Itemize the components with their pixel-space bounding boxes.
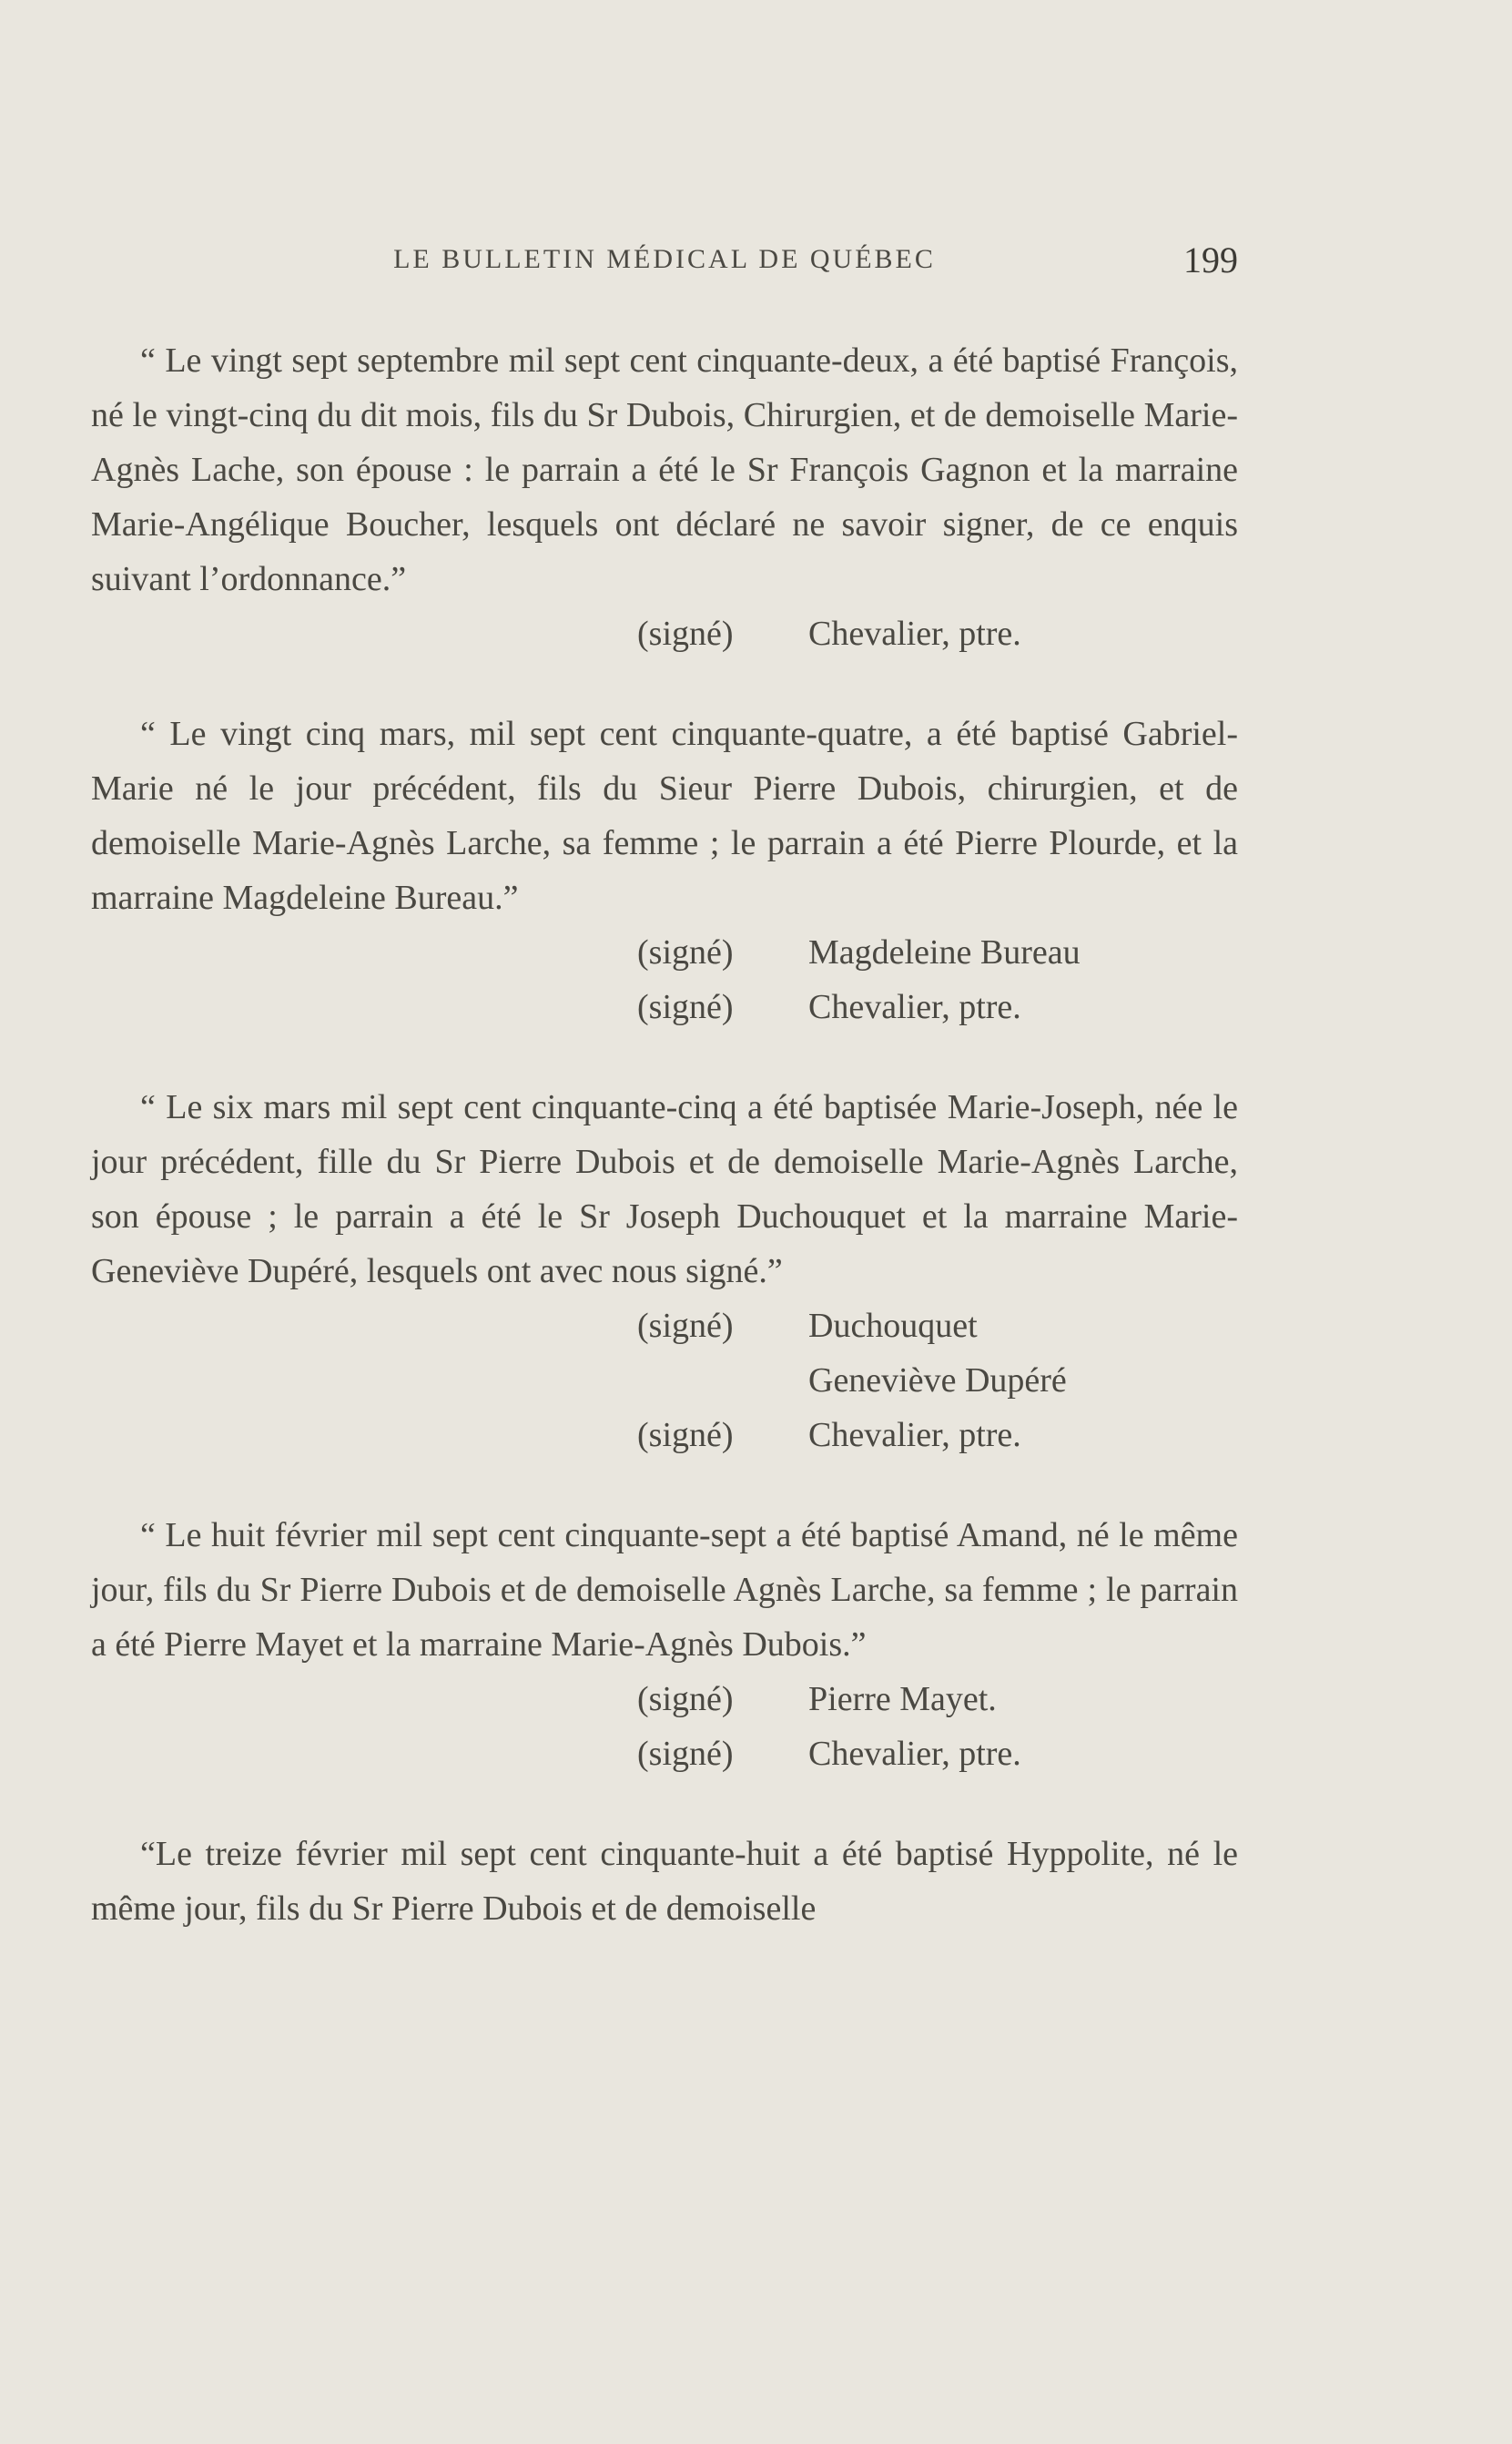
signature-name: Pierre Mayet. — [808, 1680, 997, 1718]
signature-tag: (signé) — [637, 1307, 734, 1345]
signature-name: Chevalier, ptre. — [808, 615, 1021, 653]
baptism-entry-francois: “ Le vingt sept septembre mil sept cent cinquante-deux, a été baptisé François, né le vingt-cinq du dit mois, fils du Sr Dubois, Chirurgien, et de demoiselle Marie-Agnès Lache, son épouse : le parrain a été le Sr François Gagnon et la marraine Marie-Angélique Boucher, lesquels ont déclaré ne savoir signer, de ce enquis suivant l’ordonnance.” — [91, 341, 1238, 598]
signature-line — [91, 1408, 1238, 1462]
baptism-entry-hyppolite: “Le treize février mil sept cent cinquante-huit a été baptisé Hyppolite, né le même jour, fils du Sr Pierre Dubois et de demoiselle — [91, 1835, 1238, 1928]
running-head: LE BULLETIN MÉDICAL DE QUÉBEC — [393, 244, 936, 274]
signature-tag: (signé) — [637, 1680, 734, 1718]
baptism-entry-amand: “ Le huit février mil sept cent cinquante-sept a été baptisé Amand, né le même jour, fils du Sr Pierre Dubois et de demoiselle Agnès Larche, sa femme ; le parrain a été Pierre Mayet et la marraine Marie-Agnès Dubois.” — [91, 1516, 1238, 1664]
page-number: 199 — [1183, 239, 1238, 280]
signature-name: Geneviève Dupéré — [808, 1361, 1067, 1400]
signature-name: Chevalier, ptre. — [808, 1735, 1021, 1773]
body-text — [91, 333, 1238, 1936]
signature-line — [91, 925, 1238, 980]
signature-line — [91, 980, 1238, 1034]
signature-tag: (signé) — [637, 1416, 734, 1454]
signature-line — [91, 1298, 1238, 1353]
signature-tag: (signé) — [637, 1735, 734, 1773]
signature-line — [91, 1672, 1238, 1726]
signature-tag: (signé) — [637, 988, 734, 1026]
signature-line — [91, 606, 1238, 661]
signature-tag: (signé) — [637, 933, 734, 972]
page-header — [91, 239, 1238, 290]
signature-line — [91, 1726, 1238, 1781]
baptism-entry-gabriel-marie: “ Le vingt cinq mars, mil sept cent cinquante-quatre, a été baptisé Gabriel-Marie né le jour précédent, fils du Sieur Pierre Dubois, chirurgien, et de demoiselle Marie-Agnès Larche, sa femme ; le parrain a été Pierre Plourde, et la marraine Magdeleine Bureau.” — [91, 715, 1238, 917]
signature-name: Chevalier, ptre. — [808, 1416, 1021, 1454]
signature-name: Chevalier, ptre. — [808, 988, 1021, 1026]
signature-name: Duchouquet — [808, 1307, 978, 1345]
signature-tag: (signé) — [637, 615, 734, 653]
signature-line — [91, 1353, 1238, 1408]
baptism-entry-marie-joseph: “ Le six mars mil sept cent cinquante-cinq a été baptisée Marie-Joseph, née le jour précédent, fille du Sr Pierre Dubois et de demoiselle Marie-Agnès Larche, son épouse ; le parrain a été le Sr Joseph Duchouquet et la marraine Marie-Geneviève Dupéré, lesquels ont avec nous signé.” — [91, 1088, 1238, 1290]
signature-name: Magdeleine Bureau — [808, 933, 1081, 972]
